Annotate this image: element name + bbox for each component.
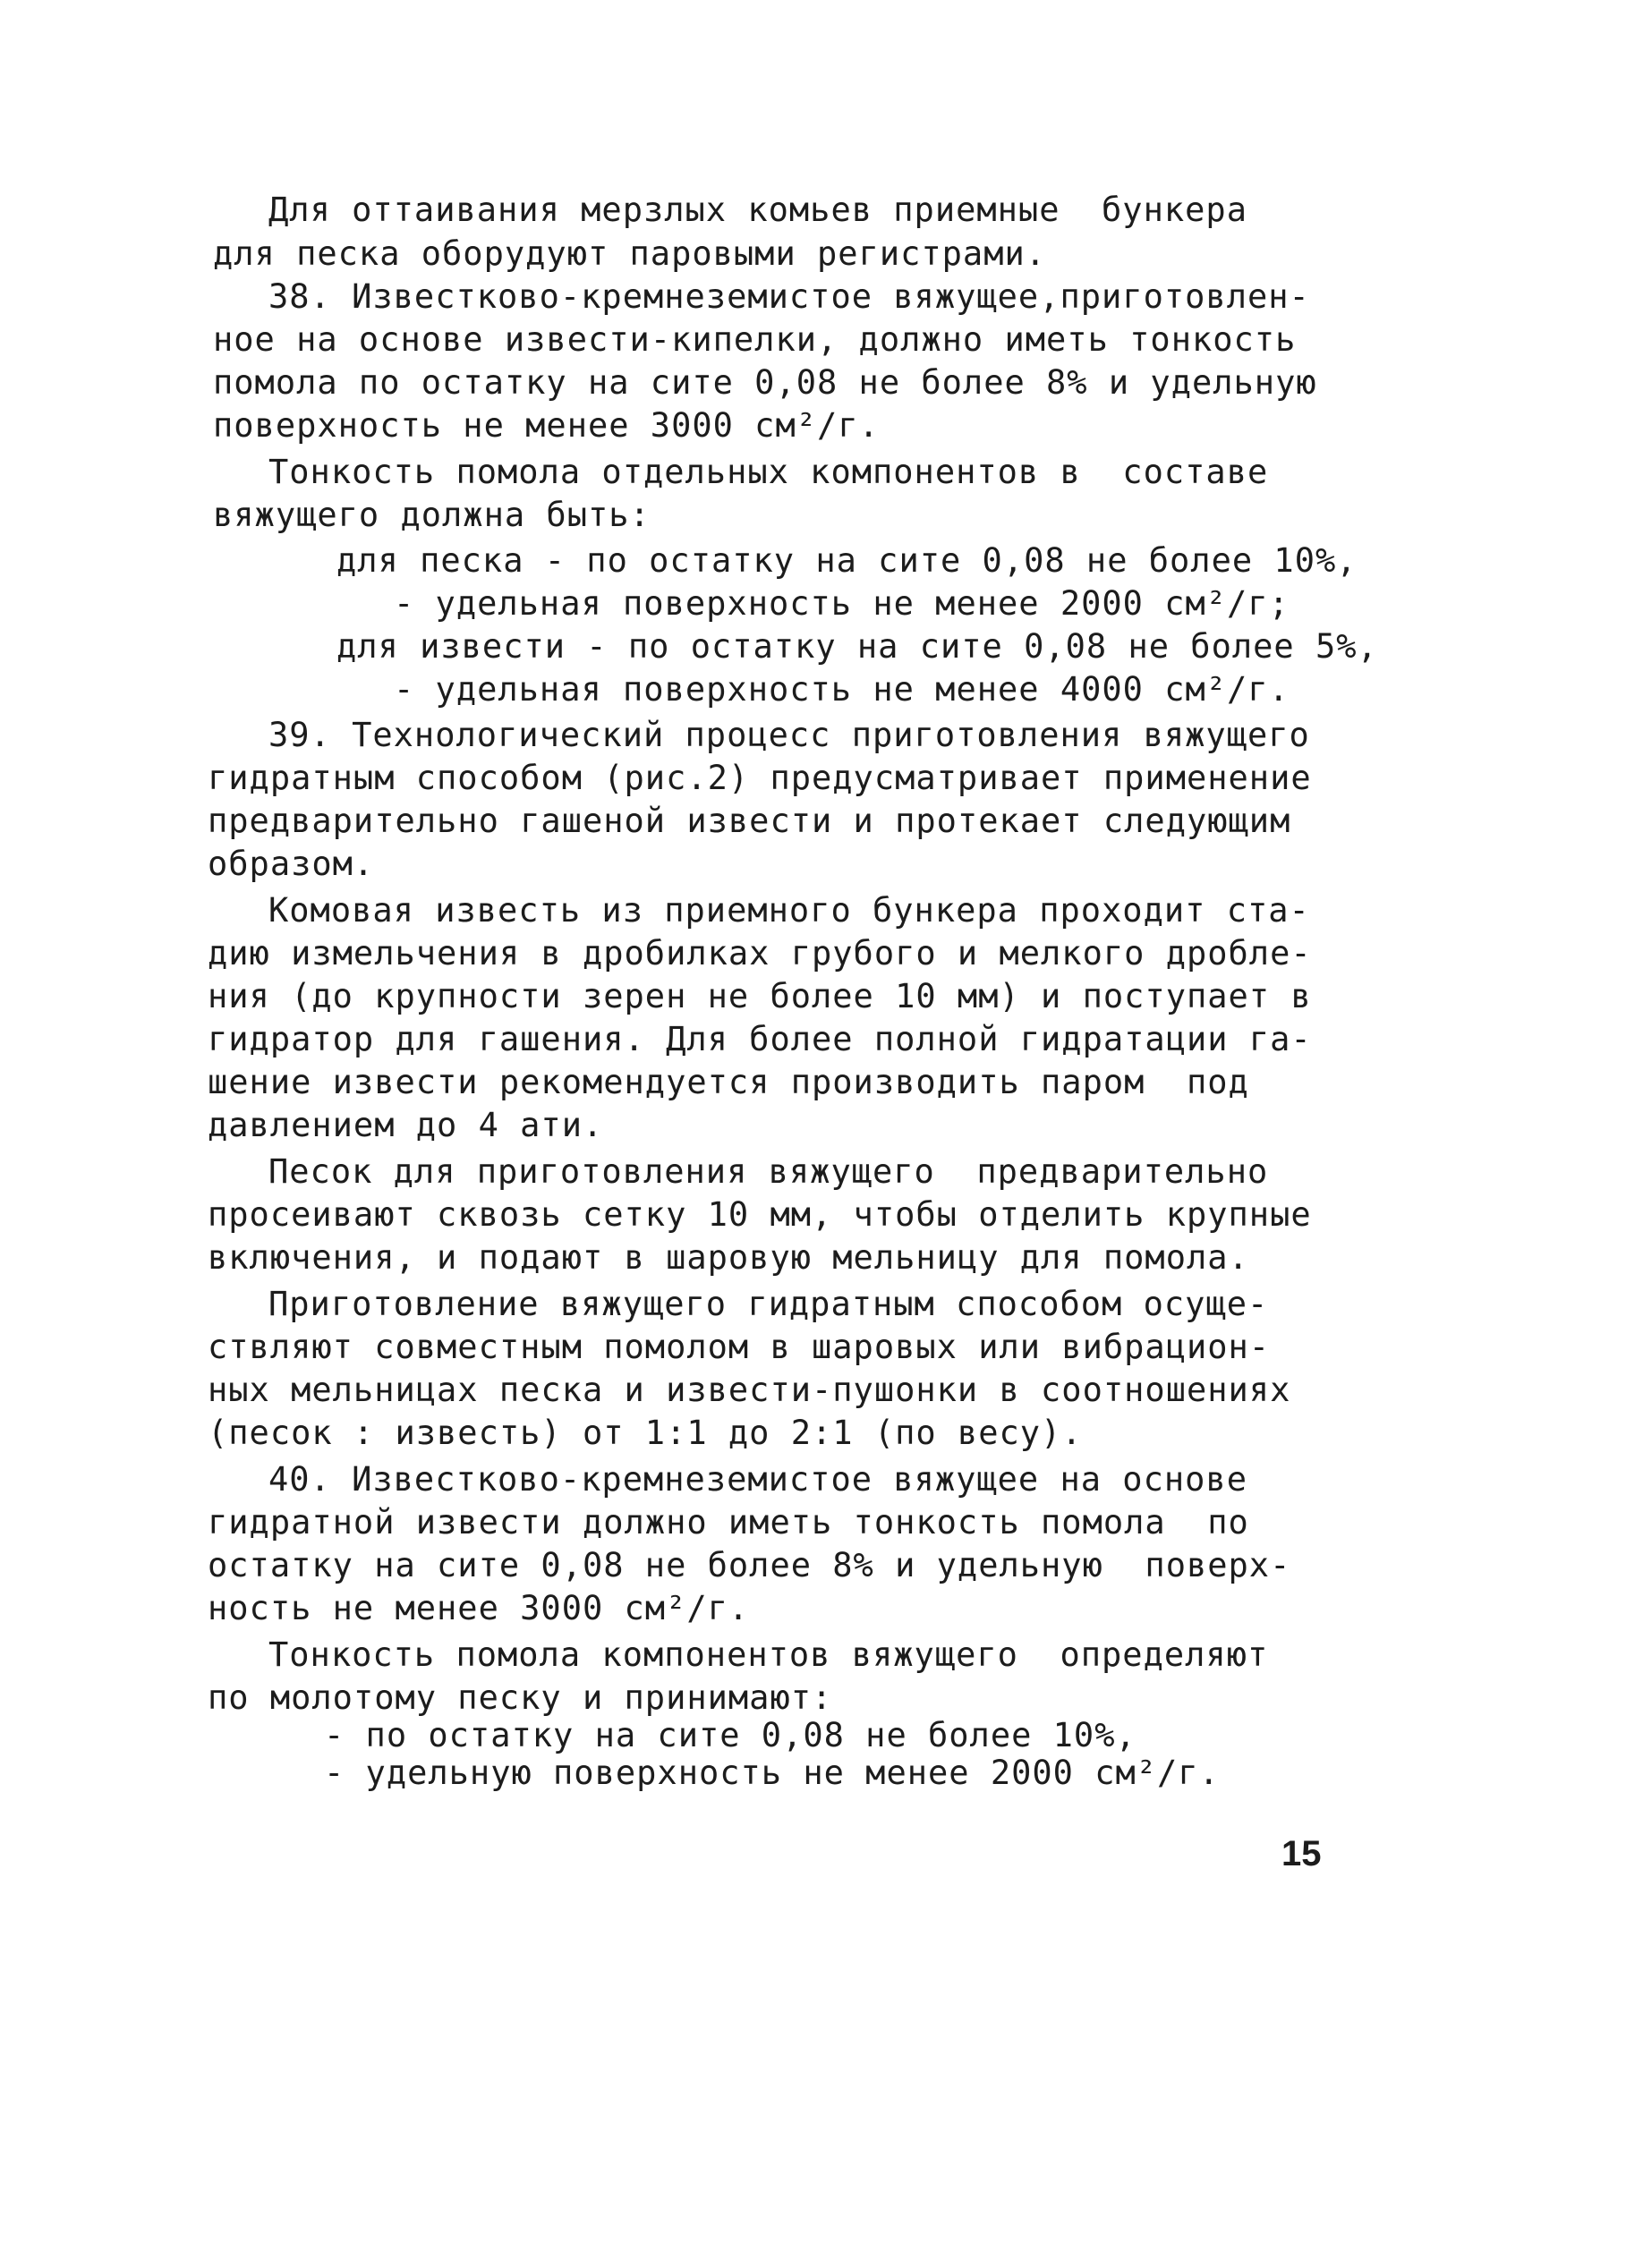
text-line: Для оттаивания мерзлых комьев приемные бункера <box>268 191 1247 229</box>
text-line: Тонкость помола отдельных компонентов в составе <box>268 453 1269 491</box>
text-line: 40. Известково-кремнеземистое вяжущее на основе <box>268 1460 1247 1499</box>
text-line: гидратным способом (рис.2) предусматривает применение <box>208 759 1312 797</box>
text-line: давлением до 4 ати. <box>208 1106 604 1144</box>
text-line: просеивают сквозь сетку 10 мм, чтобы отделить крупные <box>208 1195 1312 1234</box>
text-line: для песка - по остатку на сите 0,08 не более 10%, <box>336 541 1358 580</box>
text-line: - по остатку на сите 0,08 не более 10%, <box>324 1716 1136 1754</box>
text-line: Песок для приготовления вяжущего предварительно <box>268 1152 1269 1191</box>
text-line: для песка оборудуют паровыми регистрами. <box>213 234 1047 273</box>
text-line: ния (до крупности зерен не более 10 мм) и поступает в <box>208 977 1312 1015</box>
text-line: по молотому песку и принимают: <box>208 1678 833 1717</box>
text-line: ствляют совместным помолом в шаровых или вибрацион- <box>208 1328 1271 1366</box>
text-line: для извести - по остатку на сите 0,08 не более 5%, <box>336 627 1378 666</box>
text-line: поверхность не менее 3000 см²/г. <box>213 406 880 445</box>
page-number: 15 <box>1281 1834 1322 1873</box>
text-line: - удельную поверхность не менее 2000 см²/г. <box>324 1754 1220 1792</box>
text-line: Тонкость помола компонентов вяжущего определяют <box>268 1635 1269 1674</box>
text-line: - удельная поверхность не менее 2000 см²/г; <box>394 584 1290 623</box>
text-line: ность не менее 3000 см²/г. <box>208 1589 750 1627</box>
text-line: шение извести рекомендуется производить паром под <box>208 1063 1249 1101</box>
text-line: гидратной извести должно иметь тонкость помола по <box>208 1503 1249 1542</box>
text-line: 39. Технологический процесс приготовления вяжущего <box>268 716 1310 754</box>
text-line: образом. <box>208 845 375 883</box>
text-line: включения, и подают в шаровую мельницу для помола. <box>208 1238 1249 1277</box>
text-line: (песок : известь) от 1:1 до 2:1 (по весу). <box>208 1414 1083 1452</box>
text-line: ных мельницах песка и извести-пушонки в соотношениях <box>208 1371 1291 1409</box>
text-line: гидратор для гашения. Для более полной гидратации га- <box>208 1020 1312 1058</box>
text-line: Комовая известь из приемного бункера проходит ста- <box>268 891 1310 930</box>
text-line: Приготовление вяжущего гидратным способом осуще- <box>268 1285 1269 1323</box>
text-line: - удельная поверхность не менее 4000 см²/г. <box>394 670 1290 709</box>
text-line: вяжущего должна быть: <box>213 496 651 534</box>
text-line: предварительно гашеной извести и протекает следующим <box>208 802 1291 840</box>
text-line: помола по остатку на сите 0,08 не более 8% и удельную <box>213 363 1317 402</box>
text-line: остатку на сите 0,08 не более 8% и удельную поверх- <box>208 1546 1291 1584</box>
text-line: ное на основе извести-кипелки, должно иметь тонкость <box>213 320 1297 359</box>
text-line: дию измельчения в дробилках грубого и мелкого дробле- <box>208 934 1312 973</box>
text-line: 38. Известково-кремнеземистое вяжущее,приготовлен- <box>268 277 1310 316</box>
